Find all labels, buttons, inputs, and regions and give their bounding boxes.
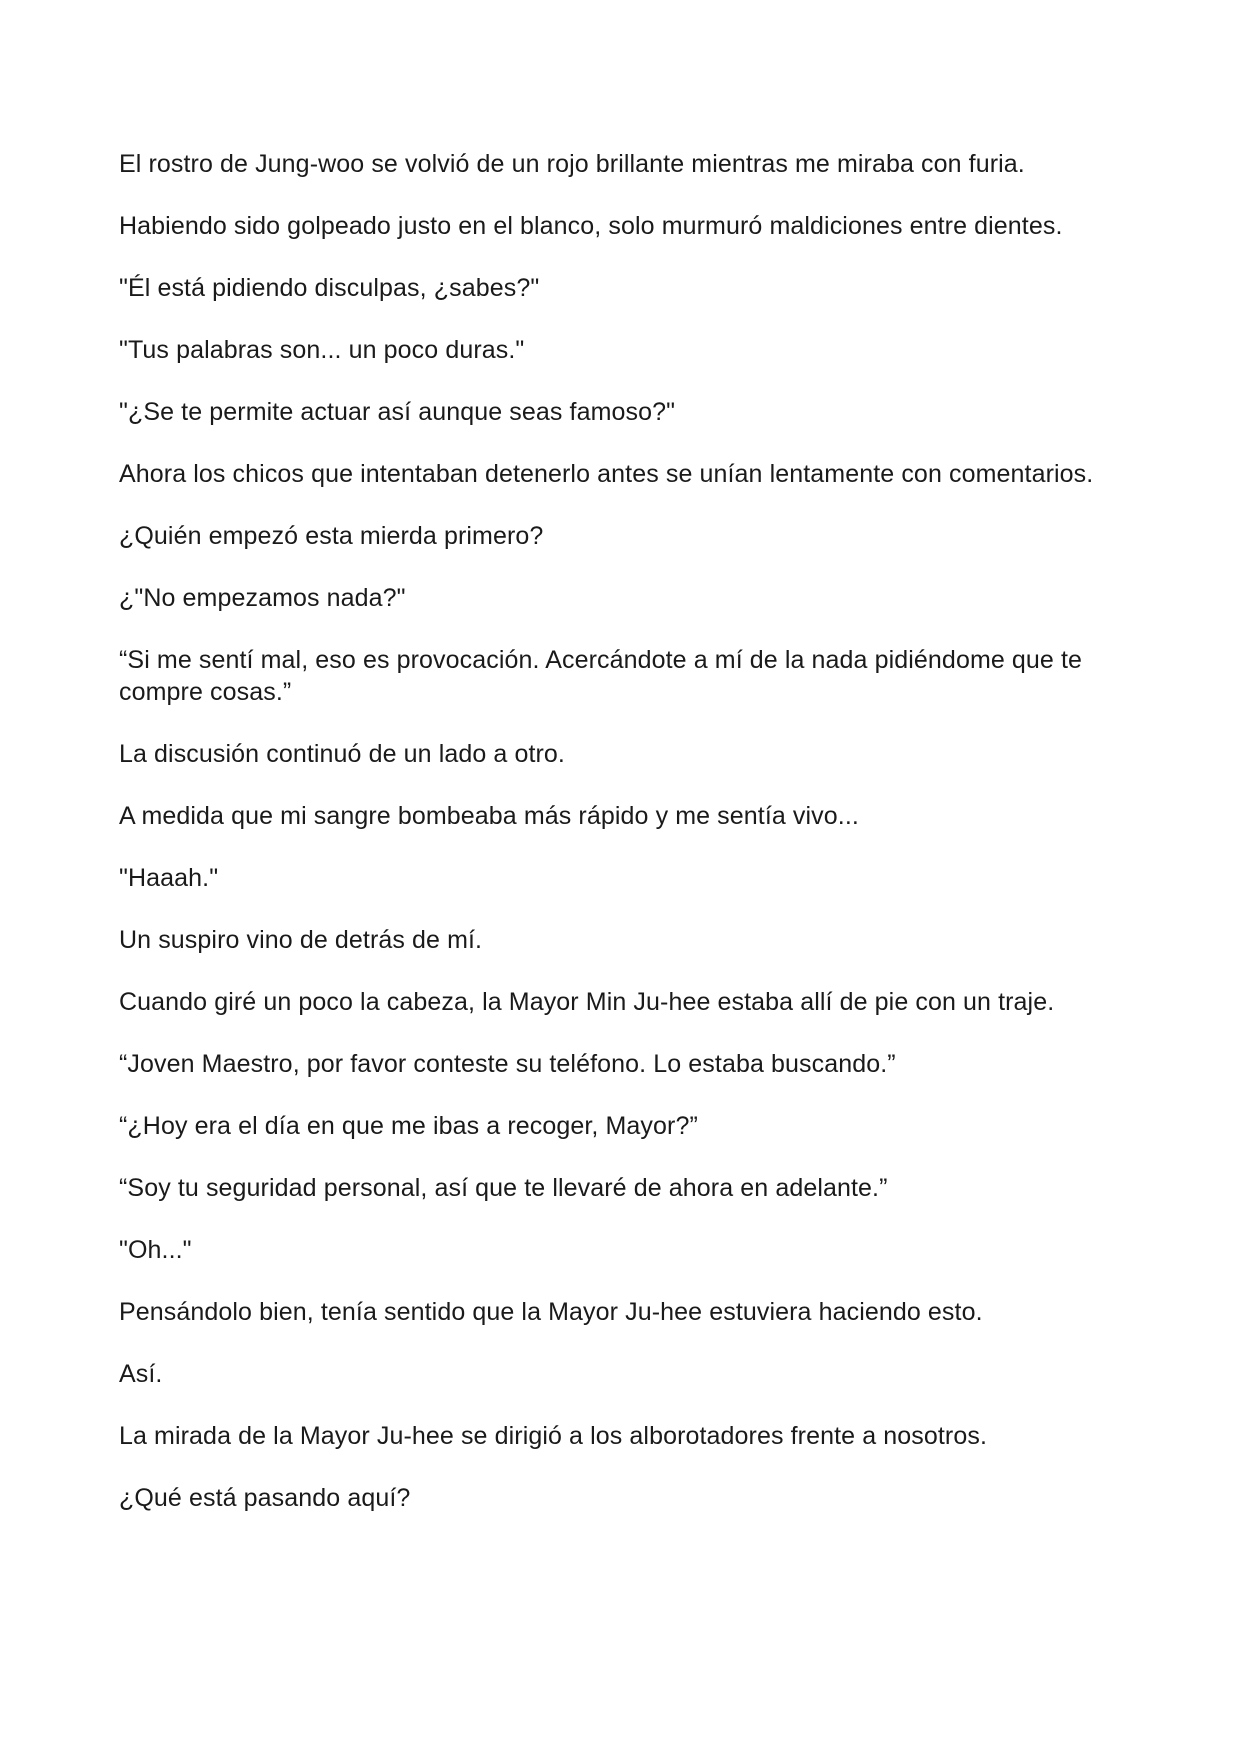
document-body — [119, 148, 1119, 1544]
paragraph: Un suspiro vino de detrás de mí. — [119, 926, 483, 954]
paragraph: ¿Quién empezó esta mierda primero? — [119, 522, 544, 550]
paragraph: El rostro de Jung-woo se volvió de un rojo brillante mientras me miraba con furia. — [119, 150, 1025, 178]
paragraph: Cuando giré un poco la cabeza, la Mayor Min Ju-hee estaba allí de pie con un traje. — [119, 988, 1055, 1016]
paragraph: Habiendo sido golpeado justo en el blanco, solo murmuró maldiciones entre dientes. — [119, 212, 1063, 240]
paragraph: "Oh..." — [119, 1236, 192, 1264]
paragraph: "Haaah." — [119, 864, 219, 892]
paragraph: "¿Se te permite actuar así aunque seas famoso?" — [119, 398, 676, 426]
paragraph: A medida que mi sangre bombeaba más rápido y me sentía vivo... — [119, 802, 859, 830]
paragraph: "Tus palabras son... un poco duras." — [119, 336, 525, 364]
paragraph: ¿"No empezamos nada?" — [119, 584, 406, 612]
paragraph: "Él está pidiendo disculpas, ¿sabes?" — [119, 274, 540, 302]
paragraph: La mirada de la Mayor Ju-hee se dirigió a los alborotadores frente a nosotros. — [119, 1422, 987, 1450]
paragraph: “Soy tu seguridad personal, así que te llevaré de ahora en adelante.” — [119, 1174, 888, 1202]
paragraph: Así. — [119, 1360, 163, 1388]
paragraph: “Joven Maestro, por favor conteste su teléfono. Lo estaba buscando.” — [119, 1050, 896, 1078]
paragraph: “Si me sentí mal, eso es provocación. Acercándote a mí de la nada pidiéndome que te compre cosas.” — [119, 646, 1083, 706]
paragraph: “¿Hoy era el día en que me ibas a recoger, Mayor?” — [119, 1112, 698, 1140]
paragraph: Pensándolo bien, tenía sentido que la Mayor Ju-hee estuviera haciendo esto. — [119, 1298, 983, 1326]
paragraph: La discusión continuó de un lado a otro. — [119, 740, 565, 768]
paragraph: Ahora los chicos que intentaban detenerlo antes se unían lentamente con comentarios. — [119, 460, 1094, 488]
paragraph: ¿Qué está pasando aquí? — [119, 1484, 411, 1512]
